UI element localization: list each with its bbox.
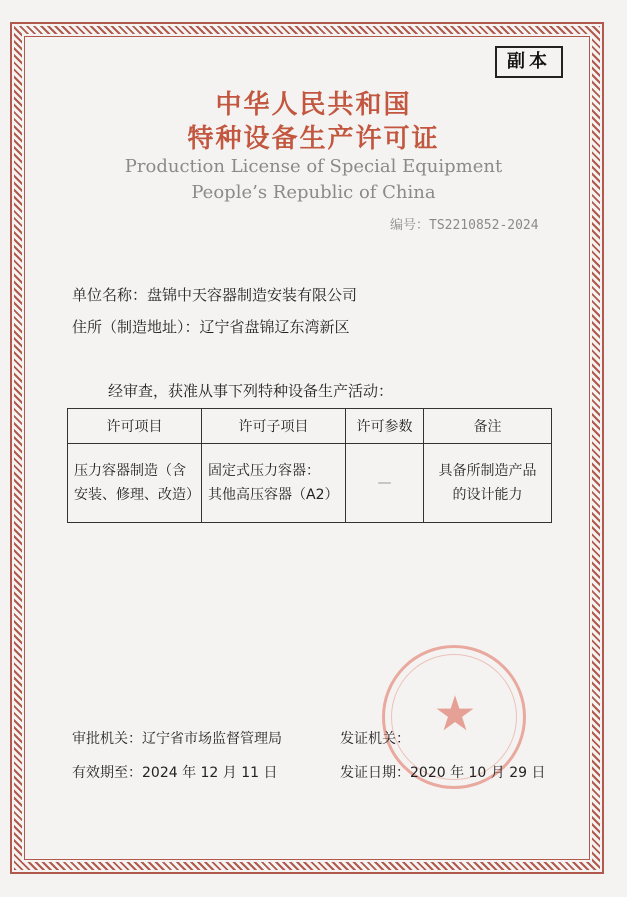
unit-name-label: 单位名称： bbox=[72, 286, 148, 304]
permit-table-header-row bbox=[68, 409, 552, 444]
validity-label: 有效期至： bbox=[72, 765, 142, 781]
unit-name-field bbox=[72, 284, 357, 305]
note-line2: 的设计能力 bbox=[452, 487, 523, 503]
permit-subitem-line1: 固定式压力容器： bbox=[208, 463, 320, 479]
title-en-line1: Production License of Special Equipment bbox=[124, 156, 503, 177]
header-permit-param: 许可参数 bbox=[346, 409, 424, 444]
star-icon: ★ bbox=[433, 686, 477, 742]
issuing-authority-label: 发证机关： bbox=[340, 731, 410, 747]
validity-value: 2024 年 12 月 11 日 bbox=[142, 765, 278, 781]
issue-date bbox=[340, 762, 546, 782]
address-field bbox=[72, 316, 350, 337]
cell-permit-subitem bbox=[202, 444, 346, 523]
issue-date-value: 2020 年 10 月 29 日 bbox=[410, 765, 546, 781]
permit-item-line2: 安装、修理、改造） bbox=[74, 487, 200, 503]
header-permit-subitem: 许可子项目 bbox=[202, 409, 346, 444]
intro-text: 经审查，获准从事下列特种设备生产活动： bbox=[108, 382, 394, 400]
title-cn-line2: 特种设备生产许可证 bbox=[187, 124, 440, 154]
copy-label: 副本 bbox=[495, 46, 563, 78]
issue-date-label: 发证日期： bbox=[340, 765, 410, 781]
cell-permit-item bbox=[68, 444, 202, 523]
license-number: 编号：TS2210852-2024 bbox=[390, 218, 539, 233]
note-line1: 具备所制造产品 bbox=[438, 463, 537, 479]
approval-authority-value: 辽宁省市场监督管理局 bbox=[142, 731, 282, 747]
title-cn-line1: 中华人民共和国 bbox=[215, 90, 412, 120]
header-note: 备注 bbox=[424, 409, 552, 444]
permit-subitem-line2: 其他高压容器（A2） bbox=[208, 487, 339, 503]
approval-authority-label: 审批机关： bbox=[72, 731, 142, 747]
header-permit-item: 许可项目 bbox=[68, 409, 202, 444]
approval-authority bbox=[72, 728, 282, 748]
permit-item-line1: 压力容器制造（含 bbox=[74, 463, 186, 479]
title-en-line2: People’s Republic of China bbox=[191, 182, 436, 203]
address-value: 辽宁省盘锦辽东湾新区 bbox=[199, 318, 350, 336]
address-label: 住所（制造地址）： bbox=[72, 318, 200, 336]
issuing-authority bbox=[340, 728, 410, 748]
permit-table bbox=[67, 408, 552, 523]
cell-note bbox=[424, 444, 552, 523]
cell-permit-param: — bbox=[346, 444, 424, 523]
table-row bbox=[68, 444, 552, 523]
unit-name-value: 盘锦中天容器制造安装有限公司 bbox=[147, 286, 358, 304]
validity-date bbox=[72, 762, 278, 782]
